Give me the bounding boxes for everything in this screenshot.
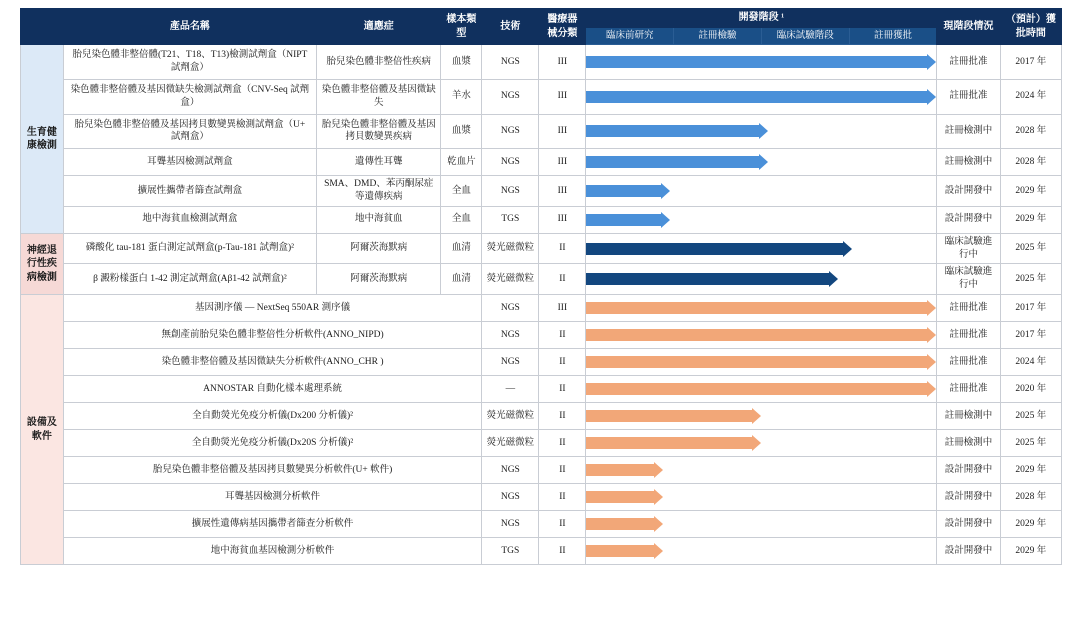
- phase-bar-cell: [586, 457, 937, 484]
- phase-bar-cell: [586, 114, 937, 149]
- sample-type-cell: 羊水: [441, 79, 482, 114]
- header-device-class: 醫療器械分類: [539, 9, 586, 45]
- header-phase: 開發階段 ¹: [586, 9, 937, 28]
- product-name-cell: 胎兒染色體非整倍體(T21、T18、T13)檢測試劑盒（NIPT 試劑盒）: [63, 45, 316, 80]
- technology-cell: NGS: [482, 176, 539, 207]
- phase-progress-bar: [586, 518, 663, 530]
- phase-bar-cell: [586, 149, 937, 176]
- device-class-cell: III: [539, 45, 586, 80]
- product-name-cell: 地中海貧血檢測試劑盒: [63, 206, 316, 233]
- status-cell: 註冊批准: [937, 45, 1000, 80]
- indication-cell: 胎兒染色體非整倍體及基因拷貝數變異疾病: [316, 114, 441, 149]
- table-row: [21, 176, 1062, 207]
- phase-bar-cell: [586, 45, 937, 80]
- table-row: [21, 538, 1062, 565]
- phase-progress-bar: [586, 491, 663, 503]
- technology-cell: TGS: [482, 206, 539, 233]
- technology-cell: TGS: [482, 538, 539, 565]
- eta-cell: 2017 年: [1000, 295, 1061, 322]
- header-group-col: [21, 9, 64, 45]
- eta-cell: 2029 年: [1000, 206, 1061, 233]
- product-name-cell: 地中海貧血基因檢測分析軟件: [63, 538, 481, 565]
- table-row: [21, 322, 1062, 349]
- product-name-cell: 無創產前胎兒染色體非整倍性分析軟件(ANNO_NIPD): [63, 322, 481, 349]
- table-row: [21, 45, 1062, 80]
- indication-cell: 阿爾茨海默病: [316, 233, 441, 264]
- technology-cell: 熒光磁微粒: [482, 430, 539, 457]
- indication-cell: 胎兒染色體非整倍性疾病: [316, 45, 441, 80]
- technology-cell: NGS: [482, 349, 539, 376]
- eta-cell: 2017 年: [1000, 322, 1061, 349]
- phase-progress-bar: [586, 243, 852, 255]
- eta-cell: 2028 年: [1000, 484, 1061, 511]
- product-name-cell: β 澱粉樣蛋白 1-42 測定試劑盒(Aβ1-42 試劑盒)²: [63, 264, 316, 295]
- table-row: [21, 403, 1062, 430]
- sample-type-cell: 血清: [441, 264, 482, 295]
- phase-progress-bar: [586, 329, 936, 341]
- phase-progress-bar: [586, 185, 670, 197]
- table-row: [21, 484, 1062, 511]
- indication-cell: 染色體非整倍體及基因微缺失: [316, 79, 441, 114]
- phase-bar-cell: [586, 79, 937, 114]
- phase-bar-cell: [586, 176, 937, 207]
- header-indication: 適應症: [316, 9, 441, 45]
- header-sample-type: 樣本類型: [441, 9, 482, 45]
- header-eta: （預計）獲批時間: [1000, 9, 1061, 45]
- phase-bar-cell: [586, 376, 937, 403]
- device-class-cell: III: [539, 206, 586, 233]
- status-cell: 臨床試驗進行中: [937, 233, 1000, 264]
- product-name-cell: ANNOSTAR 自動化樣本處理系統: [63, 376, 481, 403]
- device-class-cell: II: [539, 264, 586, 295]
- phase-progress-bar: [586, 125, 768, 137]
- status-cell: 註冊檢測中: [937, 114, 1000, 149]
- product-name-cell: 耳聾基因檢測分析軟件: [63, 484, 481, 511]
- phase-bar-cell: [586, 206, 937, 233]
- device-class-cell: II: [539, 484, 586, 511]
- table-row: [21, 114, 1062, 149]
- device-class-cell: II: [539, 403, 586, 430]
- table-header: [21, 9, 1062, 45]
- status-cell: 註冊批准: [937, 295, 1000, 322]
- status-cell: 設計開發中: [937, 511, 1000, 538]
- product-name-cell: 擴展性攜帶者篩查試劑盒: [63, 176, 316, 207]
- phase-bar-cell: [586, 233, 937, 264]
- phase-progress-bar: [586, 302, 936, 314]
- status-cell: 註冊檢測中: [937, 403, 1000, 430]
- eta-cell: 2025 年: [1000, 233, 1061, 264]
- sample-type-cell: 血漿: [441, 114, 482, 149]
- technology-cell: NGS: [482, 45, 539, 80]
- eta-cell: 2029 年: [1000, 176, 1061, 207]
- phase-progress-bar: [586, 56, 936, 68]
- status-cell: 註冊批准: [937, 376, 1000, 403]
- group-label-0: 生育健康檢測: [21, 45, 64, 234]
- technology-cell: NGS: [482, 79, 539, 114]
- phase-progress-bar: [586, 464, 663, 476]
- table-row: [21, 149, 1062, 176]
- eta-cell: 2029 年: [1000, 538, 1061, 565]
- sample-type-cell: 血漿: [441, 45, 482, 80]
- status-cell: 設計開發中: [937, 538, 1000, 565]
- table-row: [21, 264, 1062, 295]
- phase-progress-bar: [586, 410, 761, 422]
- device-class-cell: II: [539, 538, 586, 565]
- sample-type-cell: 血清: [441, 233, 482, 264]
- status-cell: 註冊檢測中: [937, 149, 1000, 176]
- eta-cell: 2029 年: [1000, 457, 1061, 484]
- product-name-cell: 胎兒染色體非整倍體及基因拷貝數變異分析軟件(U+ 軟件): [63, 457, 481, 484]
- status-cell: 註冊批准: [937, 349, 1000, 376]
- phase-bar-cell: [586, 511, 937, 538]
- phase-bar-cell: [586, 430, 937, 457]
- phase-progress-bar: [586, 437, 761, 449]
- phase-progress-bar: [586, 356, 936, 368]
- product-name-cell: 基因測序儀 — NextSeq 550AR 測序儀: [63, 295, 481, 322]
- eta-cell: 2024 年: [1000, 79, 1061, 114]
- phase-progress-bar: [586, 273, 838, 285]
- technology-cell: NGS: [482, 149, 539, 176]
- eta-cell: 2024 年: [1000, 349, 1061, 376]
- technology-cell: NGS: [482, 322, 539, 349]
- status-cell: 設計開發中: [937, 457, 1000, 484]
- eta-cell: 2029 年: [1000, 511, 1061, 538]
- eta-cell: 2020 年: [1000, 376, 1061, 403]
- product-name-cell: 全自動熒光免疫分析儀(Dx200 分析儀)²: [63, 403, 481, 430]
- group-label-1: 神經退行性疾病檢測: [21, 233, 64, 294]
- technology-cell: NGS: [482, 484, 539, 511]
- status-cell: 設計開發中: [937, 176, 1000, 207]
- product-name-cell: 磷酸化 tau-181 蛋白測定試劑盒(p-Tau-181 試劑盒)²: [63, 233, 316, 264]
- status-cell: 註冊批准: [937, 79, 1000, 114]
- device-class-cell: II: [539, 322, 586, 349]
- product-name-cell: 耳聾基因檢測試劑盒: [63, 149, 316, 176]
- device-class-cell: III: [539, 176, 586, 207]
- status-cell: 註冊批准: [937, 322, 1000, 349]
- technology-cell: NGS: [482, 114, 539, 149]
- indication-cell: 阿爾茨海默病: [316, 264, 441, 295]
- phase-progress-bar: [586, 383, 936, 395]
- table-row: [21, 430, 1062, 457]
- product-name-cell: 胎兒染色體非整倍體及基因拷貝數變異檢測試劑盒（U+ 試劑盒）: [63, 114, 316, 149]
- indication-cell: 遺傳性耳聾: [316, 149, 441, 176]
- sample-type-cell: 全血: [441, 176, 482, 207]
- table-row: [21, 295, 1062, 322]
- header-phase-preclinical: 臨床前研究: [586, 27, 674, 45]
- header-status: 現階段情況: [937, 9, 1000, 45]
- phase-bar-cell: [586, 349, 937, 376]
- technology-cell: NGS: [482, 295, 539, 322]
- table-row: [21, 79, 1062, 114]
- phase-progress-bar: [586, 545, 663, 557]
- technology-cell: 熒光磁微粒: [482, 233, 539, 264]
- phase-progress-bar: [586, 91, 936, 103]
- technology-cell: NGS: [482, 457, 539, 484]
- product-name-cell: 全自動熒光免疫分析儀(Dx20S 分析儀)²: [63, 430, 481, 457]
- phase-bar-cell: [586, 484, 937, 511]
- phase-progress-bar: [586, 156, 768, 168]
- eta-cell: 2025 年: [1000, 264, 1061, 295]
- pipeline-table-page: [0, 8, 1080, 623]
- device-class-cell: III: [539, 79, 586, 114]
- header-phase-clinical-trial: 臨床試驗階段: [761, 27, 849, 45]
- group-label-2: 設備及軟件: [21, 295, 64, 565]
- device-class-cell: II: [539, 457, 586, 484]
- header-technology: 技術: [482, 9, 539, 45]
- device-class-cell: II: [539, 233, 586, 264]
- pipeline-table: [20, 8, 1062, 565]
- phase-bar-cell: [586, 322, 937, 349]
- product-name-cell: 染色體非整倍體及基因微缺失檢測試劑盒（CNV-Seq 試劑盒）: [63, 79, 316, 114]
- device-class-cell: II: [539, 430, 586, 457]
- phase-bar-cell: [586, 295, 937, 322]
- indication-cell: SMA、DMD、苯丙酮尿症等遺傳疾病: [316, 176, 441, 207]
- phase-bar-cell: [586, 538, 937, 565]
- table-row: [21, 233, 1062, 264]
- phase-bar-cell: [586, 403, 937, 430]
- technology-cell: 熒光磁微粒: [482, 403, 539, 430]
- status-cell: 設計開發中: [937, 206, 1000, 233]
- sample-type-cell: 乾血片: [441, 149, 482, 176]
- product-name-cell: 擴展性遺傳病基因攜帶者篩查分析軟件: [63, 511, 481, 538]
- status-cell: 臨床試驗進行中: [937, 264, 1000, 295]
- status-cell: 設計開發中: [937, 484, 1000, 511]
- phase-bar-cell: [586, 264, 937, 295]
- table-row: [21, 349, 1062, 376]
- device-class-cell: II: [539, 511, 586, 538]
- device-class-cell: III: [539, 295, 586, 322]
- table-row: [21, 457, 1062, 484]
- eta-cell: 2028 年: [1000, 149, 1061, 176]
- table-body: [21, 45, 1062, 565]
- indication-cell: 地中海貧血: [316, 206, 441, 233]
- eta-cell: 2028 年: [1000, 114, 1061, 149]
- header-phase-approval: 註冊獲批: [849, 27, 937, 45]
- technology-cell: NGS: [482, 511, 539, 538]
- table-row: [21, 376, 1062, 403]
- device-class-cell: II: [539, 376, 586, 403]
- sample-type-cell: 全血: [441, 206, 482, 233]
- device-class-cell: III: [539, 114, 586, 149]
- product-name-cell: 染色體非整倍體及基因微缺失分析軟件(ANNO_CHR ): [63, 349, 481, 376]
- table-row: [21, 511, 1062, 538]
- status-cell: 註冊檢測中: [937, 430, 1000, 457]
- eta-cell: 2025 年: [1000, 430, 1061, 457]
- header-product-name: 產品名稱: [63, 9, 316, 45]
- technology-cell: 熒光磁微粒: [482, 264, 539, 295]
- device-class-cell: II: [539, 349, 586, 376]
- eta-cell: 2017 年: [1000, 45, 1061, 80]
- eta-cell: 2025 年: [1000, 403, 1061, 430]
- phase-progress-bar: [586, 214, 670, 226]
- device-class-cell: III: [539, 149, 586, 176]
- header-phase-registration-test: 註冊檢驗: [674, 27, 762, 45]
- table-row: [21, 206, 1062, 233]
- technology-cell: —: [482, 376, 539, 403]
